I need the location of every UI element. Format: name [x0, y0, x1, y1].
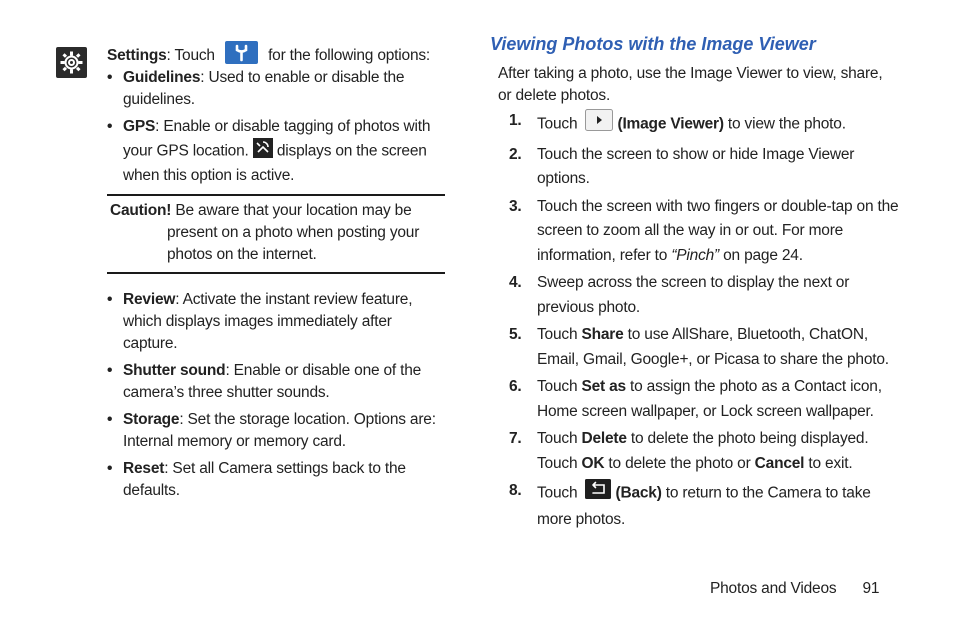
step-bold: Delete [581, 430, 627, 447]
list-item [509, 271, 899, 320]
list-item [509, 323, 899, 372]
bullet-text: : Activate the instant review feature, which displays images immediately after capture. [123, 291, 413, 352]
gps-tag-icon [253, 138, 273, 165]
caution-text: Be aware that your location may be [175, 202, 412, 219]
list-item [509, 375, 899, 424]
step-text: Touch [537, 378, 582, 395]
caution-label: Caution! [110, 202, 172, 219]
bullet-text: displays on the screen when this option is active. [123, 142, 427, 184]
step-text: to view the photo. [723, 115, 846, 133]
list-item [509, 109, 899, 140]
step-text: Touch [537, 115, 578, 133]
step-bold: Cancel [754, 454, 805, 472]
footer-section: Photos and Videos [710, 580, 837, 597]
section-heading: Viewing Photos with the Image Viewer [490, 34, 816, 54]
bullet-text: : Used to enable or disable the guidelines. [123, 69, 405, 108]
step-bold: (Image Viewer) [617, 115, 724, 133]
list-item [107, 289, 447, 355]
list-item [509, 479, 899, 532]
step-text: to assign the photo as a Contact icon, Home screen wallpaper, or Lock screen wallpaper. [537, 378, 882, 420]
step-number: 2. [509, 145, 522, 163]
list-item [107, 360, 447, 404]
step-number: 4. [509, 274, 522, 291]
step-text: to exit. [804, 454, 853, 472]
bullet-term: Storage [123, 411, 180, 428]
caution-note [110, 200, 440, 266]
divider [107, 272, 445, 274]
bullet-list-bottom [107, 289, 447, 507]
step-text: to delete the photo or [604, 454, 755, 472]
page-number: 91 [862, 580, 880, 597]
step-bold: (Back) [615, 484, 662, 502]
step-number: 5. [509, 326, 522, 343]
list-item [509, 195, 899, 269]
step-text: Touch [537, 430, 582, 447]
list-item [107, 67, 447, 111]
step-bold: OK [581, 454, 605, 472]
list-item [107, 116, 447, 187]
step-text: Touch [537, 326, 582, 343]
step-number: 3. [509, 197, 522, 215]
step-text: to return to the Camera to take more photos. [537, 484, 871, 528]
step-text: Touch the screen with two fingers or double-tap on the screen to zoom all the way in or out. For more information, refer to [537, 197, 899, 264]
step-text: to use AllShare, Bluetooth, ChatON, Email, Gmail, Google+, or Picasa to share the photo. [537, 326, 889, 368]
image-viewer-arrow-icon [585, 109, 613, 140]
step-bold: Set as [581, 378, 626, 395]
step-number: 7. [509, 430, 522, 447]
bullet-text: : Enable or disable tagging of photos with your GPS location. [123, 118, 431, 160]
page-footer [710, 578, 879, 600]
bullet-term: Guidelines [123, 69, 201, 86]
step-bold: Share [581, 326, 624, 343]
bullet-list-top [107, 67, 447, 192]
step-number: 1. [509, 112, 522, 129]
list-item [509, 427, 899, 476]
caution-text-rest: present on a photo when posting your photos on the internet. [167, 224, 420, 263]
bullet-term: GPS [123, 118, 156, 135]
bullet-text: : Set the storage location. Options are: Internal memory or memory card. [123, 411, 436, 450]
list-item [107, 409, 447, 453]
step-number: 8. [509, 482, 522, 499]
steps-list [509, 109, 899, 535]
step-text: to delete the photo being displayed. Touch [537, 430, 869, 472]
step-text: Sweep across the screen to display the next or previous photo. [537, 274, 850, 316]
bullet-term: Reset [123, 460, 165, 477]
intro-paragraph: After taking a photo, use the Image Viewer to view, share, or delete photos. [498, 65, 883, 104]
bullet-text: : Set all Camera settings back to the defaults. [123, 460, 406, 499]
back-icon [585, 479, 611, 508]
list-item [509, 143, 899, 192]
bullet-term: Shutter sound [123, 362, 226, 379]
divider [107, 194, 445, 196]
step-text: Touch the screen to show or hide Image Viewer options. [537, 145, 855, 187]
bullet-text: : Enable or disable one of the camera’s three shutter sounds. [123, 362, 422, 401]
list-item [107, 458, 447, 502]
step-number: 6. [509, 378, 522, 395]
step-text: Touch [537, 484, 578, 502]
bullet-term: Review [123, 291, 176, 308]
step-link[interactable]: “Pinch” [671, 246, 720, 264]
settings-text-after: for the following options: [268, 47, 431, 65]
settings-label: Settings [107, 47, 167, 65]
settings-gear-icon [56, 47, 87, 78]
settings-text-before: : Touch [166, 47, 215, 65]
step-text: on page 24. [719, 246, 803, 264]
